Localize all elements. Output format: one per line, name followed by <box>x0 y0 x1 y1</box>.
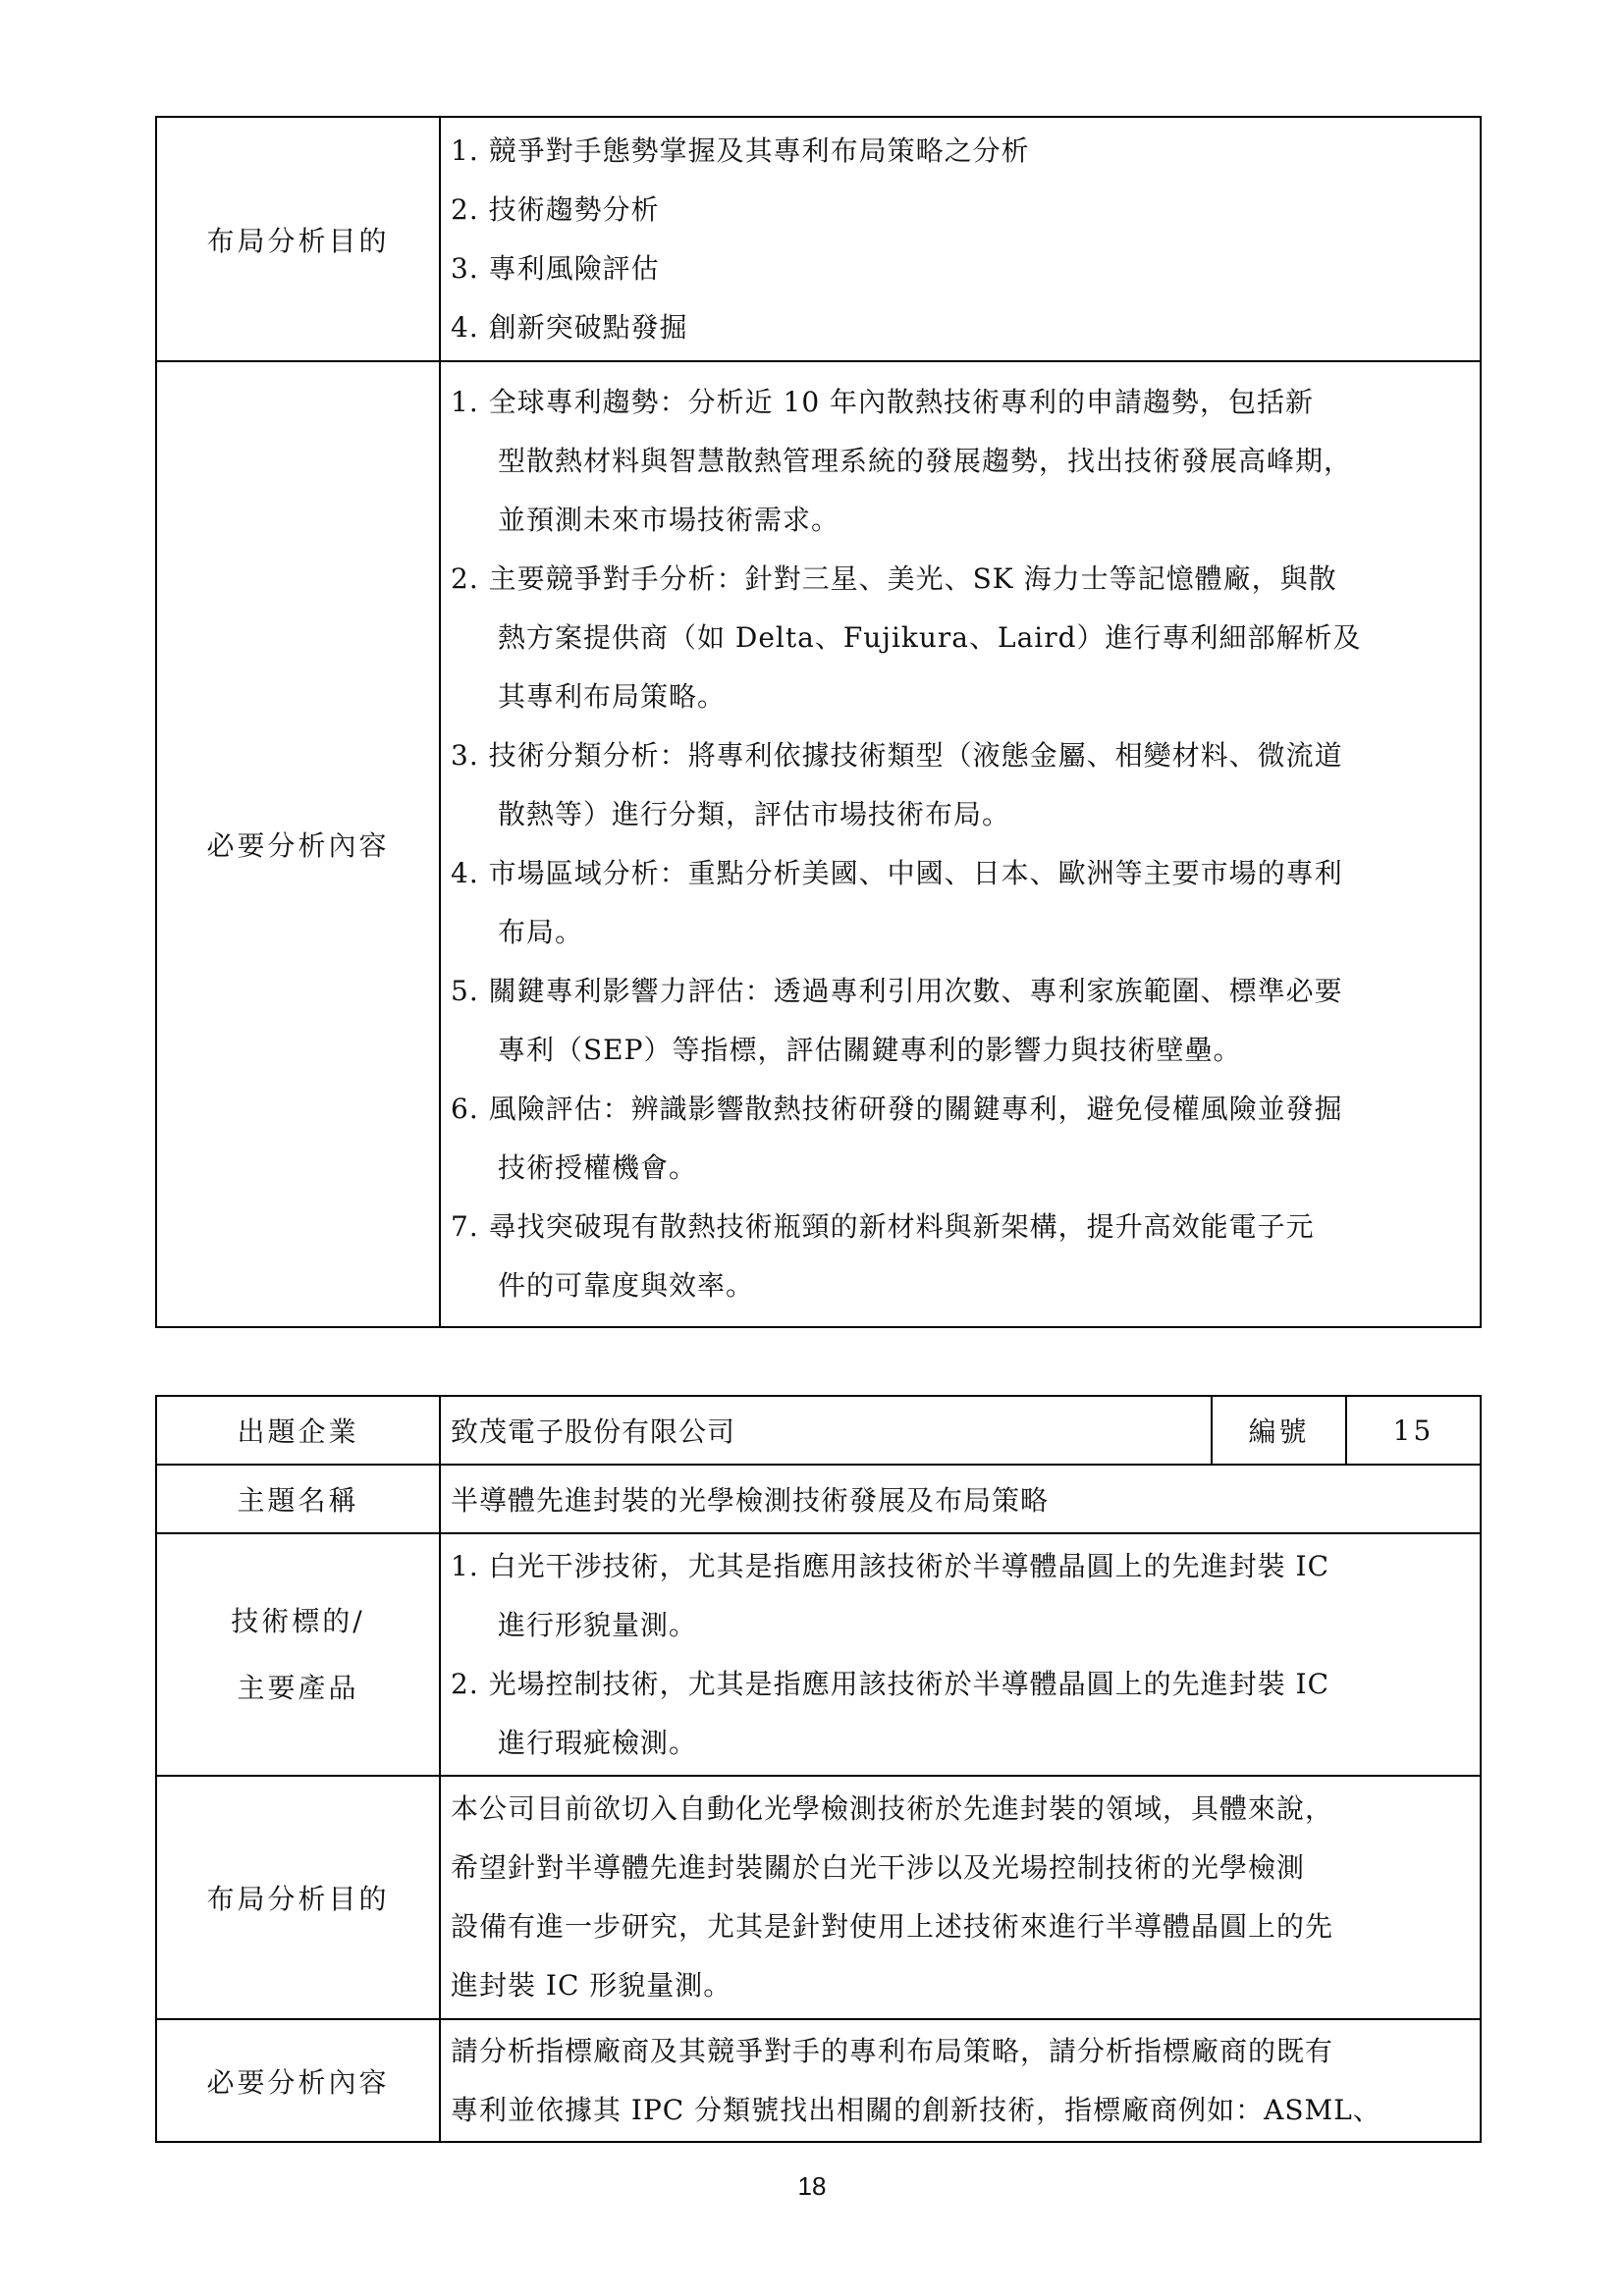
list-item-continuation: 布局。 <box>498 916 584 948</box>
company-row <box>156 1396 1481 1465</box>
analysis-label: 必要分析內容 <box>156 2019 440 2142</box>
page-number: 18 <box>797 2171 827 2201</box>
list-item-continuation: 進行形貌量測。 <box>498 1608 698 1641</box>
list-item: 2. 光場控制技術，尤其是指應用該技術於半導體晶圓上的先進封裝 IC <box>451 1667 1330 1700</box>
analysis-label: 必要分析內容 <box>156 361 440 1327</box>
paragraph-line: 進封裝 IC 形貌量測。 <box>451 1969 732 2002</box>
list-item-continuation: 進行瑕疵檢測。 <box>498 1726 698 1759</box>
list-item: 6. 風險評估：辨識影響散熱技術研發的關鍵專利，避免侵權風險並發掘 <box>451 1093 1343 1125</box>
list-item-continuation: 熱方案提供商（如 Delta、Fujikura、Laird）進行專利細部解析及 <box>498 621 1362 654</box>
number-label: 編號 <box>1212 1396 1346 1465</box>
list-item-continuation: 專利（SEP）等指標，評估關鍵專利的影響力與技術壁壘。 <box>498 1034 1242 1066</box>
objective-label: 布局分析目的 <box>156 117 440 361</box>
product-content <box>440 1533 1481 1776</box>
list-item: 2. 主要競爭對手分析：針對三星、美光、SK 海力士等記憶體廠，與散 <box>451 562 1337 595</box>
product-row <box>156 1533 1481 1776</box>
topic-row <box>156 1465 1481 1533</box>
patent-analysis-table-2 <box>155 1395 1482 2143</box>
objective-content <box>440 1776 1481 2019</box>
list-item: 3. 技術分類分析：將專利依據技術類型（液態金屬、相變材料、微流道 <box>451 739 1343 772</box>
objective-row <box>156 117 1481 361</box>
product-label-line: 技術標的/ <box>231 1604 365 1637</box>
patent-analysis-table-1 <box>155 116 1482 1328</box>
objective-row <box>156 1776 1481 2019</box>
list-item: 3. 專利風險評估 <box>451 251 660 285</box>
topic-label: 主題名稱 <box>156 1465 440 1533</box>
analysis-content <box>440 2019 1481 2142</box>
list-item-continuation: 其專利布局策略。 <box>498 680 727 713</box>
objective-label: 布局分析目的 <box>156 1776 440 2019</box>
analysis-row <box>156 361 1481 1327</box>
list-item: 7. 尋找突破現有散熱技術瓶頸的新材料與新架構，提升高效能電子元 <box>451 1210 1315 1243</box>
list-item: 5. 關鍵專利影響力評估：透過專利引用次數、專利家族範圍、標準必要 <box>451 975 1343 1007</box>
company-label: 出題企業 <box>156 1396 440 1465</box>
company-value: 致茂電子股份有限公司 <box>440 1396 1212 1465</box>
list-item-continuation: 型散熱材料與智慧散熱管理系統的發展趨勢，找出技術發展高峰期， <box>498 445 1353 477</box>
list-item: 1. 全球專利趨勢：分析近 10 年內散熱技術專利的申請趨勢，包括新 <box>451 386 1315 418</box>
paragraph-line: 希望針對半導體先進封裝關於白光干涉以及光場控制技術的光學檢測 <box>451 1851 1306 1884</box>
analysis-content <box>440 361 1481 1327</box>
list-item: 4. 市場區域分析：重點分析美國、中國、日本、歐洲等主要市場的專利 <box>451 857 1343 889</box>
list-item-continuation: 件的可靠度與效率。 <box>498 1269 755 1302</box>
list-item: 1. 白光干涉技術，尤其是指應用該技術於半導體晶圓上的先進封裝 IC <box>451 1549 1330 1582</box>
list-item: 1. 競爭對手態勢掌握及其專利布局策略之分析 <box>451 133 1030 167</box>
number-value: 15 <box>1346 1396 1481 1465</box>
paragraph-line: 設備有進一步研究，尤其是針對使用上述技術來進行半導體晶圓上的先 <box>451 1910 1334 1943</box>
list-item: 2. 技術趨勢分析 <box>451 192 660 226</box>
paragraph-line: 專利並依據其 IPC 分類號找出相關的創新技術，指標廠商例如：ASML、 <box>451 2093 1381 2126</box>
list-item-continuation: 技術授權機會。 <box>498 1151 698 1184</box>
paragraph-line: 請分析指標廠商及其競爭對手的專利布局策略，請分析指標廠商的既有 <box>451 2034 1334 2067</box>
paragraph-line: 本公司目前欲切入自動化光學檢測技術於先進封裝的領域，具體來說， <box>451 1792 1334 1825</box>
list-item: 4. 創新突破點發掘 <box>451 310 688 344</box>
objective-content <box>440 117 1481 361</box>
product-label <box>156 1533 440 1776</box>
list-item-continuation: 並預測未來市場技術需求。 <box>498 504 840 536</box>
topic-value: 半導體先進封裝的光學檢測技術發展及布局策略 <box>440 1465 1481 1533</box>
product-label-line: 主要產品 <box>237 1671 359 1704</box>
analysis-row <box>156 2019 1481 2142</box>
list-item-continuation: 散熱等）進行分類，評估市場技術布局。 <box>498 798 1011 830</box>
